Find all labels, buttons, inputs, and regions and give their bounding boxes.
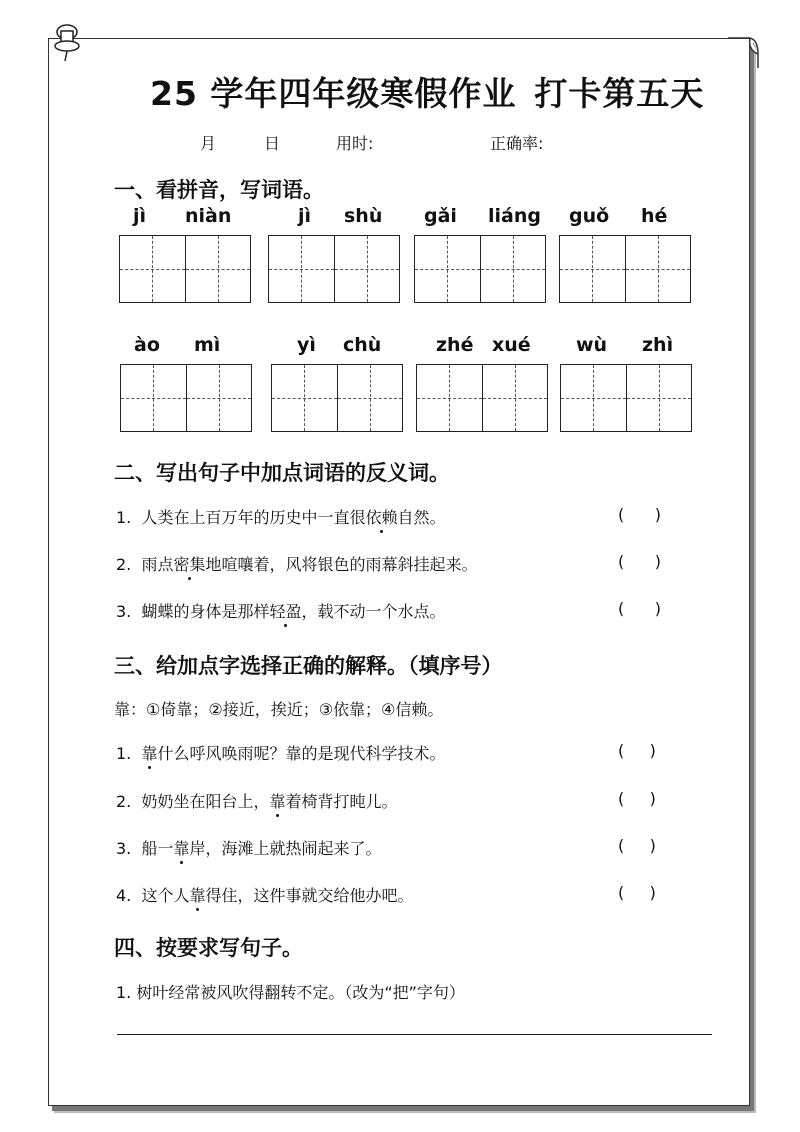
pinyin-syllable: liáng <box>488 205 541 227</box>
pinyin-syllable: jì <box>133 205 147 227</box>
section-3-heading: 三、给加点字选择正确的解释。（填序号） <box>114 654 503 678</box>
pinyin-syllable: mì <box>194 334 221 356</box>
answer-blank[interactable]: ( ) <box>618 505 661 524</box>
writing-boxes[interactable] <box>414 235 546 303</box>
pinyin-syllable: gǎi <box>424 205 457 227</box>
section-4-heading: 四、按要求写句子。 <box>114 936 303 960</box>
pushpin-icon <box>50 22 84 62</box>
question-item <box>116 599 445 622</box>
pinyin-group <box>120 334 252 360</box>
question-text: 岸，海滩上就热闹起来了。 <box>189 839 382 858</box>
pinyin-group <box>416 334 548 360</box>
question-number: 3. <box>116 602 132 621</box>
definition-line: 靠：①倚靠；②接近，挨近；③依靠；④信赖。 <box>114 700 444 719</box>
title-day: 打卡第五天 <box>534 74 705 113</box>
writing-cell[interactable] <box>626 365 692 431</box>
question-text: 什么呼风唤雨呢？靠的是现代科学技术。 <box>157 744 446 763</box>
answer-blank[interactable]: ( ) <box>618 552 661 571</box>
question-item <box>116 552 477 575</box>
writing-cell[interactable] <box>560 236 625 302</box>
writing-cell[interactable] <box>334 236 400 302</box>
pinyin-syllable: shù <box>344 205 383 227</box>
answer-blank[interactable]: ( ) <box>618 836 656 855</box>
pinyin-group <box>414 205 546 231</box>
question-text: 雨点 <box>141 555 174 574</box>
writing-cell[interactable] <box>482 365 548 431</box>
writing-cell[interactable] <box>120 236 185 302</box>
writing-boxes[interactable] <box>416 364 548 432</box>
writing-cell[interactable] <box>337 365 403 431</box>
answer-blank[interactable]: ( ) <box>618 741 656 760</box>
pinyin-group <box>560 334 692 360</box>
question-number: 2. <box>116 792 132 811</box>
pinyin-syllable: yì <box>297 334 316 356</box>
dotted-word: 密集 <box>173 555 206 574</box>
dotted-character: 靠 <box>141 744 158 763</box>
writing-boxes[interactable] <box>560 364 692 432</box>
pinyin-group <box>559 205 691 231</box>
pinyin-group <box>268 205 400 231</box>
dotted-character: 靠 <box>189 886 206 905</box>
writing-cell[interactable] <box>417 365 482 431</box>
question-number: 2. <box>116 555 132 574</box>
accuracy-label: 正确率: <box>490 134 544 153</box>
writing-boxes[interactable] <box>120 364 252 432</box>
section-1-heading: 一、看拼音，写词语。 <box>114 178 324 202</box>
question-item <box>116 789 397 812</box>
pinyin-syllable: zhé <box>436 334 474 356</box>
pinyin-syllable: guǒ <box>569 205 610 227</box>
question-item <box>116 505 445 528</box>
writing-cell[interactable] <box>480 236 546 302</box>
pinyin-syllable: chù <box>343 334 382 356</box>
question-text: 奶奶坐在阳台上， <box>141 792 270 811</box>
writing-cell[interactable] <box>272 365 337 431</box>
day-label: 日 <box>264 134 281 153</box>
writing-cell[interactable] <box>625 236 691 302</box>
answer-line[interactable] <box>117 1034 712 1035</box>
writing-boxes[interactable] <box>119 235 251 303</box>
question-number: 3. <box>116 839 132 858</box>
question-text: 人类在上百万年的历史中一直很 <box>141 508 366 527</box>
answer-blank[interactable]: ( ) <box>618 789 656 808</box>
writing-cell[interactable] <box>121 365 186 431</box>
question-item <box>116 883 413 906</box>
question-text: 蝴蝶的身体是那样 <box>141 602 270 621</box>
dotted-character: 靠 <box>173 839 190 858</box>
question-number: 1. <box>116 508 132 527</box>
pinyin-syllable: xué <box>492 334 531 356</box>
pinyin-group <box>119 205 251 231</box>
question-text: 自然。 <box>397 508 446 527</box>
question-item: 1. 树叶经常被风吹得翻转不定。（改为“把”字句） <box>116 983 465 1002</box>
pinyin-syllable: wù <box>576 334 608 356</box>
pinyin-syllable: zhì <box>642 334 674 356</box>
writing-boxes[interactable] <box>271 364 403 432</box>
writing-cell[interactable] <box>561 365 626 431</box>
question-text: 地喧嚷着，风将银色的雨幕斜挂起来。 <box>205 555 478 574</box>
page-curl-icon <box>726 30 760 70</box>
question-text: 这个人 <box>141 886 190 905</box>
question-text: 得住，这件事就交给他办吧。 <box>205 886 414 905</box>
writing-boxes[interactable] <box>559 235 691 303</box>
writing-cell[interactable] <box>185 236 251 302</box>
pinyin-group <box>271 334 403 360</box>
section-2-heading: 二、写出句子中加点词语的反义词。 <box>114 461 450 485</box>
dotted-character: 靠 <box>269 792 286 811</box>
question-number: 4. <box>116 886 132 905</box>
pinyin-syllable: hé <box>641 205 668 227</box>
time-label: 用时: <box>336 134 374 153</box>
dotted-word: 轻盈 <box>269 602 302 621</box>
question-item <box>116 836 381 859</box>
question-number: 1. <box>116 744 132 763</box>
title-main: 25 学年四年级寒假作业 <box>150 74 517 113</box>
month-label: 月 <box>200 134 217 153</box>
writing-boxes[interactable] <box>268 235 400 303</box>
question-item <box>116 741 445 764</box>
pinyin-syllable: jì <box>298 205 312 227</box>
writing-cell[interactable] <box>269 236 334 302</box>
pinyin-syllable: niàn <box>185 205 232 227</box>
page-title <box>150 68 750 115</box>
dotted-word: 依赖 <box>365 508 398 527</box>
answer-blank[interactable]: ( ) <box>618 883 656 902</box>
writing-cell[interactable] <box>186 365 252 431</box>
question-text: ，载不动一个水点。 <box>301 602 446 621</box>
question-text: 船一 <box>141 839 174 858</box>
pinyin-syllable: ào <box>134 334 160 356</box>
question-text: 着椅背打盹儿。 <box>285 792 398 811</box>
writing-cell[interactable] <box>415 236 480 302</box>
answer-blank[interactable]: ( ) <box>618 599 661 618</box>
